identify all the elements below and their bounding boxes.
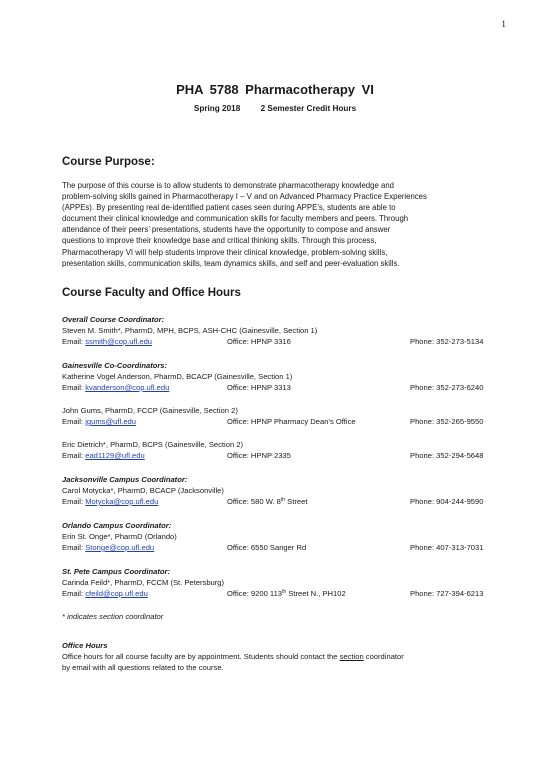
course-faculty-heading: Course Faculty and Office Hours	[62, 287, 241, 299]
overall-coordinator-block	[62, 314, 502, 347]
email-link[interactable]: Motycka@cop.ufl.edu	[85, 497, 159, 506]
contact-row	[62, 496, 502, 507]
phone: Phone: 352-273-5134	[410, 337, 484, 346]
office: Office: HPNP 3316	[227, 337, 291, 346]
office: Office: HPNP 2335	[227, 451, 291, 460]
office-hours-heading: Office Hours	[62, 641, 108, 650]
purpose-line: document their clinical knowledge and communication skills for faculty members and peers. Through	[62, 214, 409, 224]
purpose-line: questions to improve their knowledge base and critical thinking skills. Through this process,	[62, 236, 377, 246]
office: Office: HPNP Pharmacy Dean’s Office	[227, 417, 356, 426]
email	[62, 416, 136, 427]
contact-row	[62, 416, 502, 427]
st-pete-coordinator-block	[62, 566, 502, 599]
purpose-line: presentation skills, communication skills, team dynamics skills, and self and peer-evaluation skills.	[62, 258, 400, 268]
purpose-line: Pharmacotherapy VI will help students improve their clinical knowledge, problem-solving skills,	[62, 247, 388, 257]
term: Spring 2018	[193, 104, 241, 113]
role-title: St. Pete Campus Coordinator:	[62, 567, 171, 576]
office-text: Street	[285, 497, 308, 506]
credit-hours: 2 Semester Credit Hours	[260, 104, 357, 113]
email	[62, 336, 152, 347]
contact-row	[62, 588, 502, 599]
phone: Phone: 407-313-7031	[410, 543, 484, 552]
office-text: Office: 580 W. 8	[227, 497, 281, 506]
email-label: Email:	[62, 337, 86, 346]
faculty-name: Eric Dietrich*, PharmD, BCPS (Gainesville, Section 2)	[62, 440, 244, 449]
email-label: Email:	[62, 589, 86, 598]
email-label: Email:	[62, 451, 86, 460]
gainesville-coordinators-block	[62, 360, 502, 461]
email-label: Email:	[62, 497, 86, 506]
office-hours-emphasis: section	[339, 652, 364, 661]
email	[62, 496, 158, 507]
role-title: Jacksonville Campus Coordinator:	[62, 475, 188, 484]
email-link[interactable]: Stonge@cop.ufl.edu	[85, 543, 155, 552]
office-text: Office: 9200 113	[227, 589, 283, 598]
email-link[interactable]: kvanderson@cop.ufl.edu	[85, 383, 170, 392]
phone: Phone: 904-244-9590	[410, 497, 484, 506]
purpose-line: problem-solving skills gained in Pharmacotherapy I – V and on Advanced Pharmacy Practice Experiences	[62, 192, 427, 202]
email	[62, 382, 169, 393]
purpose-line: The purpose of this course is to allow students to demonstrate pharmacotherapy knowledge and	[62, 181, 394, 190]
phone: Phone: 352-294-5648	[410, 451, 484, 460]
email	[62, 450, 145, 461]
office-hours-text: Office hours for all course faculty are by appointment. Students should contact the	[62, 652, 340, 661]
office-text: Street N., PH102	[286, 589, 346, 598]
page-number: 1	[501, 20, 506, 30]
faculty-name: Erin St. Onge*, PharmD (Orlando)	[62, 532, 177, 541]
office-hours-block	[62, 640, 502, 673]
course-title: PHA 5788 Pharmacotherapy VI	[176, 82, 374, 97]
email-link[interactable]: ead1129@ufl.edu	[85, 451, 145, 460]
contact-row	[62, 450, 502, 461]
section-coordinator-note: * indicates section coordinator	[62, 612, 164, 621]
email-label: Email:	[62, 383, 86, 392]
purpose-line: attendance of their peers’ presentations, students have the opportunity to compose and answer	[62, 225, 391, 235]
office	[227, 588, 346, 599]
email-label: Email:	[62, 543, 86, 552]
contact-row	[62, 382, 502, 393]
email-link[interactable]: jgums@ufl.edu	[85, 417, 136, 426]
contact-row	[62, 336, 502, 347]
ordinal-suffix: th	[282, 589, 287, 595]
ordinal-suffix: th	[280, 497, 286, 503]
course-purpose-paragraph	[62, 180, 492, 269]
office	[227, 496, 307, 507]
phone: Phone: 727-394-6213	[410, 589, 484, 598]
role-title: Orlando Campus Coordinator:	[62, 521, 172, 530]
orlando-coordinator-block	[62, 520, 502, 553]
jacksonville-coordinator-block	[62, 474, 502, 507]
phone: Phone: 352-273-6240	[410, 383, 484, 392]
course-purpose-heading: Course Purpose:	[62, 156, 155, 168]
phone: Phone: 352-265-9550	[410, 417, 484, 426]
email	[62, 542, 154, 553]
role-title: Overall Course Coordinator:	[62, 315, 165, 324]
faculty-name: John Gums, PharmD, FCCP (Gainesville, Section 2)	[62, 406, 238, 415]
office-hours-text: coordinator	[363, 652, 404, 661]
office: Office: HPNP 3313	[227, 383, 291, 392]
office: Office: 6550 Sanger Rd	[227, 543, 307, 552]
purpose-line: (APPEs). By presenting real de-identified patient cases seen during APPE’s, students are able to	[62, 203, 396, 213]
faculty-name: Carinda Feild*, PharmD, FCCM (St. Petersburg)	[62, 578, 225, 587]
office-hours-line: by email with all questions related to the course.	[62, 663, 224, 672]
email-link[interactable]: cfeild@cop.ufl.edu	[85, 589, 148, 598]
email	[62, 588, 148, 599]
faculty-name: Katherine Vogel Anderson, PharmD, BCACP (Gainesville, Section 1)	[62, 372, 293, 381]
email-label: Email:	[62, 417, 86, 426]
email-link[interactable]: ssmith@cop.ufl.edu	[85, 337, 153, 346]
role-title: Gainesville Co-Coordinators:	[62, 361, 168, 370]
office-hours-line	[62, 651, 502, 662]
faculty-name: Carol Motycka*, PharmD, BCACP (Jacksonville)	[62, 486, 224, 495]
faculty-name: Steven M. Smith*, PharmD, MPH, BCPS, ASH-CHC (Gainesville, Section 1)	[62, 326, 318, 335]
contact-row	[62, 542, 502, 553]
course-subtitle	[0, 104, 550, 113]
